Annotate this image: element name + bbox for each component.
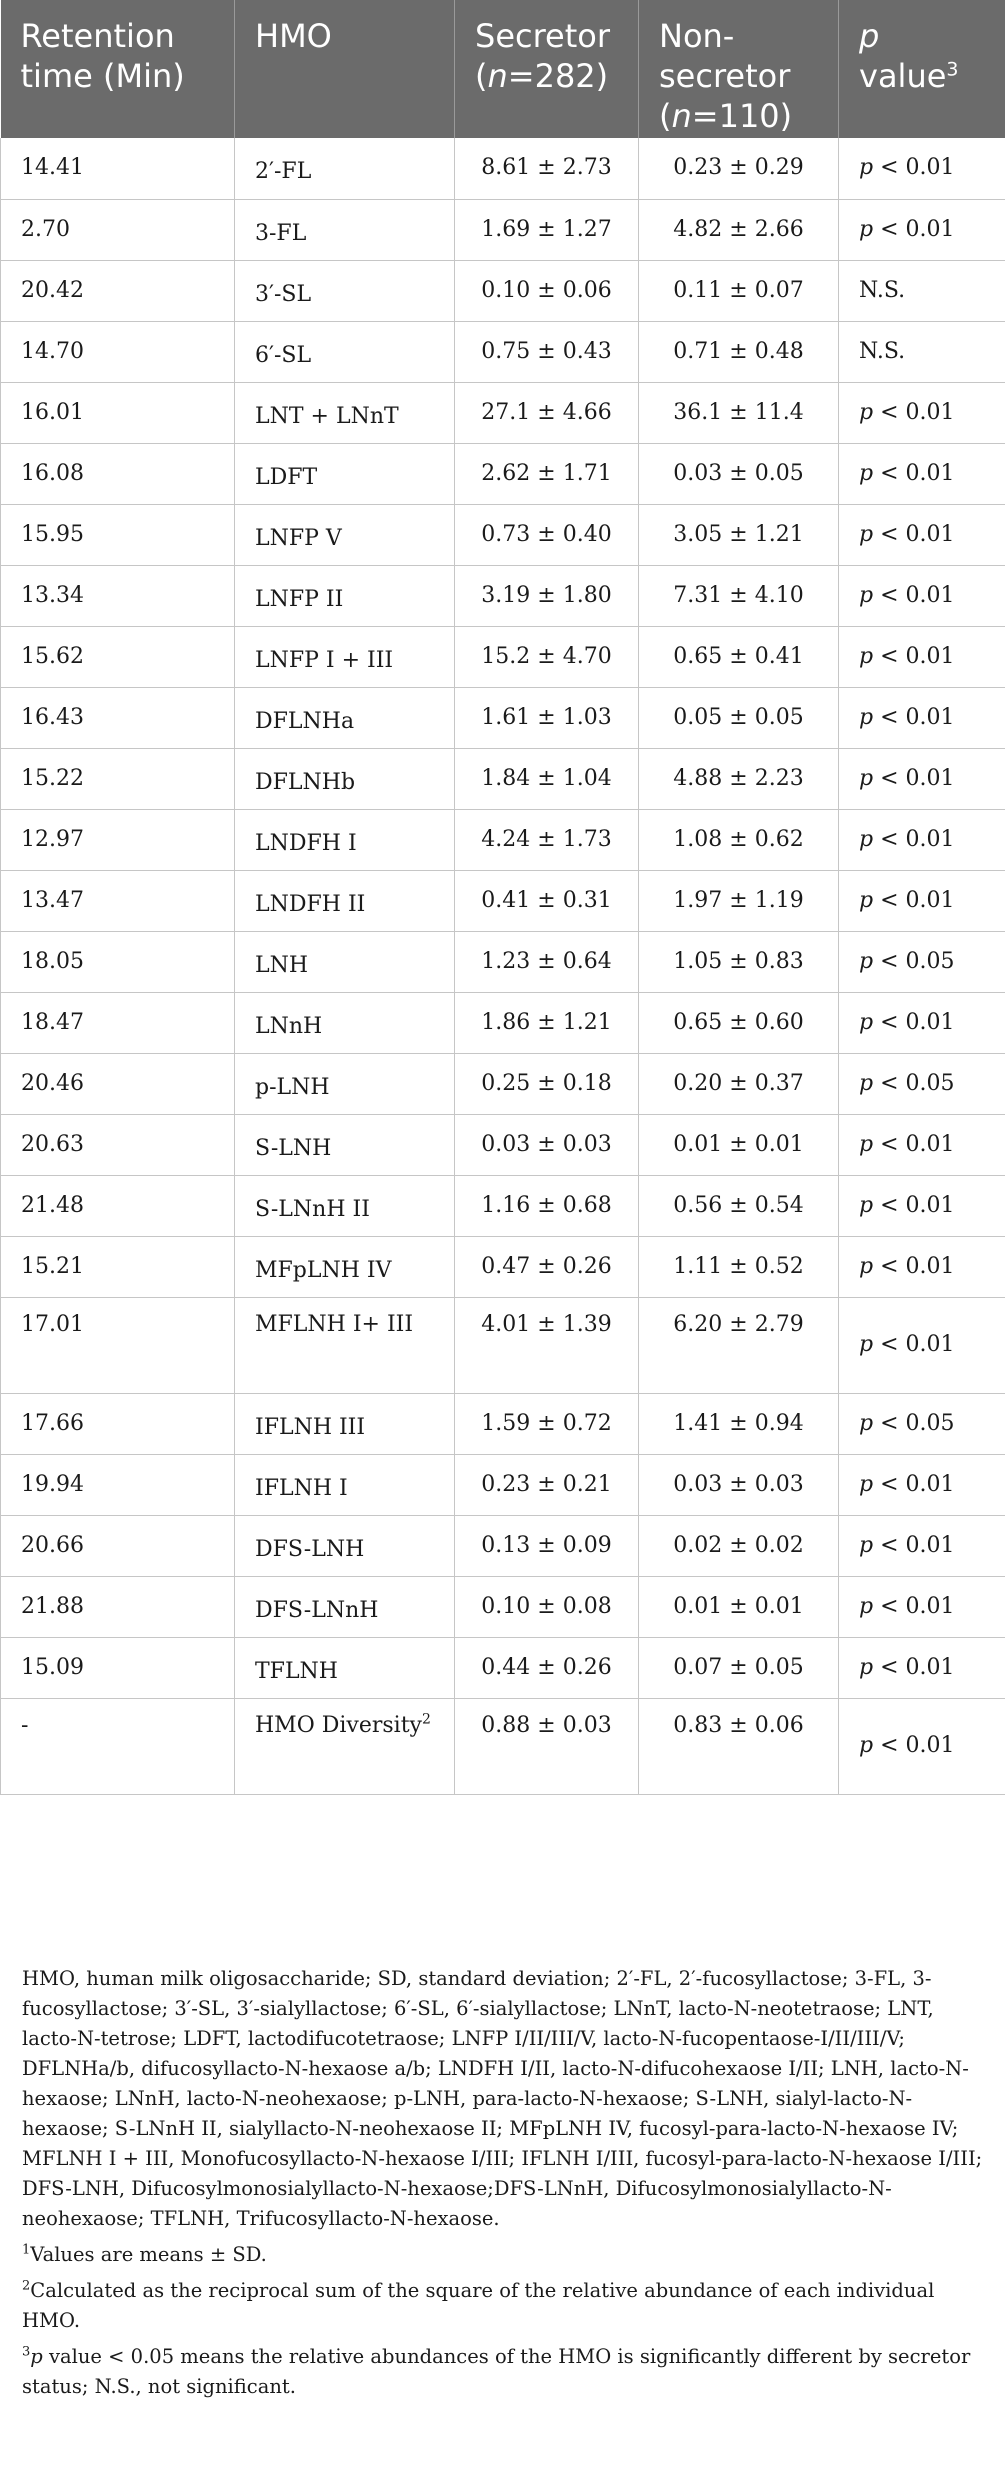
cell-non-secretor: 1.08 ± 0.62 xyxy=(639,809,839,870)
cell-hmo: 2′-FL xyxy=(235,138,455,199)
header-hmo: HMO xyxy=(235,0,455,138)
cell-hmo: DFS-LNnH xyxy=(235,1576,455,1637)
cell-retention-time: 16.08 xyxy=(1,443,235,504)
cell-secretor: 1.16 ± 0.68 xyxy=(455,1175,639,1236)
cell-p-value: p < 0.01 xyxy=(839,1576,1005,1637)
cell-secretor: 1.86 ± 1.21 xyxy=(455,992,639,1053)
cell-retention-time: 18.05 xyxy=(1,931,235,992)
cell-p-value: p < 0.01 xyxy=(839,1114,1005,1175)
cell-retention-time: - xyxy=(1,1698,235,1794)
table-row xyxy=(1,870,1005,931)
cell-retention-time: 13.47 xyxy=(1,870,235,931)
cell-non-secretor: 4.82 ± 2.66 xyxy=(639,199,839,260)
cell-retention-time: 19.94 xyxy=(1,1454,235,1515)
cell-retention-time: 17.66 xyxy=(1,1393,235,1454)
table-row xyxy=(1,1515,1005,1576)
cell-non-secretor: 0.20 ± 0.37 xyxy=(639,1053,839,1114)
footnote-2: $^2$Calculated as the reciprocal sum of the square of the relative abundance of each individual HMO. xyxy=(22,2278,935,2332)
cell-secretor: 0.13 ± 0.09 xyxy=(455,1515,639,1576)
table-row xyxy=(1,321,1005,382)
cell-secretor: 0.03 ± 0.03 xyxy=(455,1114,639,1175)
cell-p-value: p < 0.01 xyxy=(839,1698,1005,1794)
cell-non-secretor: 0.01 ± 0.01 xyxy=(639,1114,839,1175)
cell-retention-time: 17.01 xyxy=(1,1297,235,1393)
cell-retention-time: 15.95 xyxy=(1,504,235,565)
cell-non-secretor: 1.11 ± 0.52 xyxy=(639,1236,839,1297)
cell-p-value: p < 0.01 xyxy=(839,565,1005,626)
cell-hmo: LNDFH I xyxy=(235,809,455,870)
cell-p-value: p < 0.01 xyxy=(839,1297,1005,1393)
cell-retention-time: 14.70 xyxy=(1,321,235,382)
cell-retention-time: 15.09 xyxy=(1,1637,235,1698)
table-row xyxy=(1,138,1005,199)
cell-hmo: LNDFH II xyxy=(235,870,455,931)
cell-hmo: IFLNH I xyxy=(235,1454,455,1515)
cell-p-value: N.S. xyxy=(839,321,1005,382)
table-row xyxy=(1,1576,1005,1637)
cell-secretor: 1.69 ± 1.27 xyxy=(455,199,639,260)
cell-non-secretor: 0.56 ± 0.54 xyxy=(639,1175,839,1236)
table-row xyxy=(1,1637,1005,1698)
cell-hmo: LDFT xyxy=(235,443,455,504)
cell-p-value: p < 0.05 xyxy=(839,1393,1005,1454)
cell-non-secretor: 0.01 ± 0.01 xyxy=(639,1576,839,1637)
cell-hmo: DFLNHa xyxy=(235,687,455,748)
cell-hmo: S-LNnH II xyxy=(235,1175,455,1236)
table-row xyxy=(1,1175,1005,1236)
cell-hmo: LNFP II xyxy=(235,565,455,626)
cell-non-secretor: 3.05 ± 1.21 xyxy=(639,504,839,565)
cell-retention-time: 20.66 xyxy=(1,1515,235,1576)
cell-non-secretor: 4.88 ± 2.23 xyxy=(639,748,839,809)
cell-hmo: p-LNH xyxy=(235,1053,455,1114)
cell-non-secretor: 0.03 ± 0.05 xyxy=(639,443,839,504)
cell-p-value: p < 0.01 xyxy=(839,1637,1005,1698)
cell-non-secretor: 6.20 ± 2.79 xyxy=(639,1297,839,1393)
cell-retention-time: 16.43 xyxy=(1,687,235,748)
table-row xyxy=(1,1236,1005,1297)
footnote-3: $^3$p value < 0.05 means the relative abundances of the HMO is significantly different by secretor status; N.S., not significant. xyxy=(22,2344,971,2398)
cell-secretor: 0.88 ± 0.03 xyxy=(455,1698,639,1794)
cell-hmo: IFLNH III xyxy=(235,1393,455,1454)
header-non-secretor: Non-secretor (n=110) xyxy=(639,0,839,138)
cell-retention-time: 14.41 xyxy=(1,138,235,199)
table-row xyxy=(1,1698,1005,1794)
cell-secretor: 0.73 ± 0.40 xyxy=(455,504,639,565)
cell-non-secretor: 0.83 ± 0.06 xyxy=(639,1698,839,1794)
cell-hmo: DFS-LNH xyxy=(235,1515,455,1576)
table-row xyxy=(1,443,1005,504)
table-row xyxy=(1,504,1005,565)
header-retention-time: Retention time (Min) xyxy=(1,0,235,138)
cell-p-value: p < 0.01 xyxy=(839,199,1005,260)
cell-hmo: 3-FL xyxy=(235,199,455,260)
cell-p-value: p < 0.05 xyxy=(839,1053,1005,1114)
cell-non-secretor: 36.1 ± 11.4 xyxy=(639,382,839,443)
cell-retention-time: 20.46 xyxy=(1,1053,235,1114)
table-row xyxy=(1,1297,1005,1393)
cell-non-secretor: 0.23 ± 0.29 xyxy=(639,138,839,199)
cell-retention-time: 18.47 xyxy=(1,992,235,1053)
cell-hmo: LNH xyxy=(235,931,455,992)
cell-non-secretor: 1.41 ± 0.94 xyxy=(639,1393,839,1454)
cell-secretor: 15.2 ± 4.70 xyxy=(455,626,639,687)
cell-secretor: 1.61 ± 1.03 xyxy=(455,687,639,748)
cell-hmo: DFLNHb xyxy=(235,748,455,809)
cell-retention-time: 20.63 xyxy=(1,1114,235,1175)
cell-hmo: S-LNH xyxy=(235,1114,455,1175)
cell-p-value: p < 0.01 xyxy=(839,443,1005,504)
cell-p-value: p < 0.01 xyxy=(839,382,1005,443)
cell-retention-time: 15.62 xyxy=(1,626,235,687)
cell-secretor: 8.61 ± 2.73 xyxy=(455,138,639,199)
cell-non-secretor: 0.65 ± 0.41 xyxy=(639,626,839,687)
cell-p-value: N.S. xyxy=(839,260,1005,321)
cell-hmo: HMO Diversity$^2$ xyxy=(235,1698,455,1794)
cell-p-value: p < 0.01 xyxy=(839,1454,1005,1515)
table-row xyxy=(1,1393,1005,1454)
cell-retention-time: 21.48 xyxy=(1,1175,235,1236)
cell-retention-time: 20.42 xyxy=(1,260,235,321)
cell-retention-time: 21.88 xyxy=(1,1576,235,1637)
cell-p-value: p < 0.01 xyxy=(839,138,1005,199)
cell-secretor: 2.62 ± 1.71 xyxy=(455,443,639,504)
table-row xyxy=(1,809,1005,870)
table-row xyxy=(1,931,1005,992)
cell-secretor: 1.84 ± 1.04 xyxy=(455,748,639,809)
cell-p-value: p < 0.01 xyxy=(839,504,1005,565)
cell-non-secretor: 0.65 ± 0.60 xyxy=(639,992,839,1053)
cell-p-value: p < 0.01 xyxy=(839,809,1005,870)
cell-hmo: LNT + LNnT xyxy=(235,382,455,443)
header-secretor: Secretor (n=282) xyxy=(455,0,639,138)
cell-non-secretor: 7.31 ± 4.10 xyxy=(639,565,839,626)
cell-hmo: MFpLNH IV xyxy=(235,1236,455,1297)
abbreviations-note: HMO, human milk oligosaccharide; SD, standard deviation; 2′-FL, 2′-fucosyllactose; 3-FL, 3-fucosyllactose; 3′-SL, 3′-sialyllactose; 6′-SL, 6′-sialyllactose; LNnT, lacto-N-neotetraose; LNT, lacto-N-tetrose; LDFT, lactodifucotetraose; LNFP I/II/III/V, lacto-N-fucopentaose-I/II/III/V; DFLNHa/b, difucosyllacto-N-hexaose a/b; LNDFH I/II, lacto-N-difucohexaose I/II; LNH, lacto-N-hexaose; LNnH, lacto-N-neohexaose; p-LNH, para-lacto-N-hexaose; S-LNH, sialyl-lacto-N-hexaose; S-LNnH II, sialyllacto-N-neohexaose II; MFpLNH IV, fucosyl-para-lacto-N-hexaose IV; MFLNH I + III, Monofucosyllacto-N-hexaose I/III; IFLNH I/III, fucosyl-para-lacto-N-hexaose I/III; DFS-LNH, Difucosylmonosialyllacto-N-hexaose;DFS-LNnH, Difucosylmonosialyllacto-N-neohexaose; TFLNH, Trifucosyllacto-N-hexaose. xyxy=(22,1967,983,2230)
cell-hmo: MFLNH I+ III xyxy=(235,1297,455,1393)
cell-secretor: 0.47 ± 0.26 xyxy=(455,1236,639,1297)
cell-non-secretor: 1.97 ± 1.19 xyxy=(639,870,839,931)
cell-retention-time: 12.97 xyxy=(1,809,235,870)
footnote-1: $^1$Values are means ± SD. xyxy=(22,2242,267,2266)
cell-p-value: p < 0.01 xyxy=(839,1175,1005,1236)
cell-retention-time: 15.21 xyxy=(1,1236,235,1297)
cell-non-secretor: 1.05 ± 0.83 xyxy=(639,931,839,992)
cell-non-secretor: 0.02 ± 0.02 xyxy=(639,1515,839,1576)
table-row xyxy=(1,626,1005,687)
table-row xyxy=(1,565,1005,626)
table-header-row xyxy=(1,0,1005,138)
cell-secretor: 4.01 ± 1.39 xyxy=(455,1297,639,1393)
cell-retention-time: 16.01 xyxy=(1,382,235,443)
cell-secretor: 27.1 ± 4.66 xyxy=(455,382,639,443)
cell-hmo: LNFP I + III xyxy=(235,626,455,687)
table-row xyxy=(1,992,1005,1053)
table-row xyxy=(1,1053,1005,1114)
cell-non-secretor: 0.71 ± 0.48 xyxy=(639,321,839,382)
cell-hmo: 6′-SL xyxy=(235,321,455,382)
cell-p-value: p < 0.01 xyxy=(839,992,1005,1053)
cell-non-secretor: 0.03 ± 0.03 xyxy=(639,1454,839,1515)
cell-non-secretor: 0.05 ± 0.05 xyxy=(639,687,839,748)
cell-secretor: 0.10 ± 0.06 xyxy=(455,260,639,321)
cell-secretor: 0.75 ± 0.43 xyxy=(455,321,639,382)
cell-hmo: TFLNH xyxy=(235,1637,455,1698)
cell-secretor: 1.59 ± 0.72 xyxy=(455,1393,639,1454)
table-row xyxy=(1,260,1005,321)
cell-secretor: 0.23 ± 0.21 xyxy=(455,1454,639,1515)
cell-secretor: 3.19 ± 1.80 xyxy=(455,565,639,626)
cell-p-value: p < 0.01 xyxy=(839,1515,1005,1576)
table-footnotes xyxy=(22,1964,984,2402)
table-row xyxy=(1,748,1005,809)
cell-secretor: 0.41 ± 0.31 xyxy=(455,870,639,931)
cell-hmo: 3′-SL xyxy=(235,260,455,321)
cell-p-value: p < 0.01 xyxy=(839,870,1005,931)
cell-retention-time: 15.22 xyxy=(1,748,235,809)
cell-non-secretor: 0.07 ± 0.05 xyxy=(639,1637,839,1698)
cell-non-secretor: 0.11 ± 0.07 xyxy=(639,260,839,321)
cell-hmo: LNnH xyxy=(235,992,455,1053)
cell-retention-time: 2.70 xyxy=(1,199,235,260)
table-row xyxy=(1,687,1005,748)
cell-secretor: 4.24 ± 1.73 xyxy=(455,809,639,870)
cell-hmo: LNFP V xyxy=(235,504,455,565)
header-p-value: p value$^3$ xyxy=(839,0,1005,138)
table-row xyxy=(1,1454,1005,1515)
cell-secretor: 0.44 ± 0.26 xyxy=(455,1637,639,1698)
cell-p-value: p < 0.01 xyxy=(839,626,1005,687)
cell-p-value: p < 0.05 xyxy=(839,931,1005,992)
table-row xyxy=(1,382,1005,443)
cell-secretor: 1.23 ± 0.64 xyxy=(455,931,639,992)
cell-p-value: p < 0.01 xyxy=(839,1236,1005,1297)
cell-retention-time: 13.34 xyxy=(1,565,235,626)
cell-secretor: 0.10 ± 0.08 xyxy=(455,1576,639,1637)
cell-p-value: p < 0.01 xyxy=(839,748,1005,809)
cell-secretor: 0.25 ± 0.18 xyxy=(455,1053,639,1114)
cell-p-value: p < 0.01 xyxy=(839,687,1005,748)
table-row xyxy=(1,199,1005,260)
table-row xyxy=(1,1114,1005,1175)
